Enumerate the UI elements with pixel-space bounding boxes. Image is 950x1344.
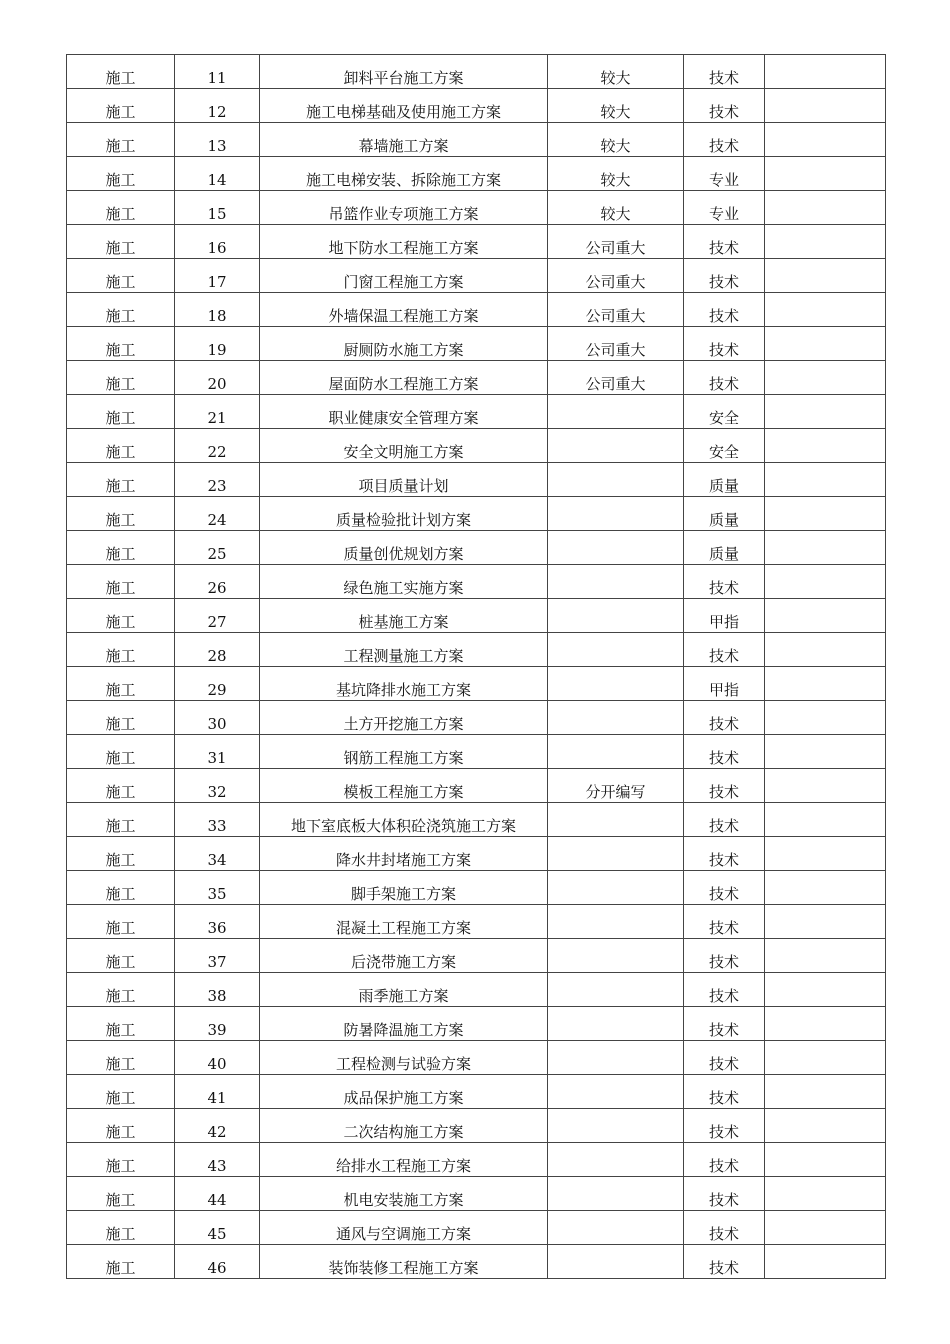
cell-plan-name: 降水井封堵施工方案 (260, 837, 548, 871)
table-row (67, 293, 886, 327)
cell-plan-name: 安全文明施工方案 (260, 429, 548, 463)
cell-number: 26 (175, 565, 260, 599)
cell-remark (765, 1177, 886, 1211)
cell-plan-name: 工程测量施工方案 (260, 633, 548, 667)
cell-stage: 施工 (67, 939, 175, 973)
table-row (67, 735, 886, 769)
cell-category: 技术 (684, 1007, 765, 1041)
cell-stage: 施工 (67, 871, 175, 905)
cell-number: 22 (175, 429, 260, 463)
cell-remark (765, 1007, 886, 1041)
cell-plan-name: 项目质量计划 (260, 463, 548, 497)
cell-stage: 施工 (67, 769, 175, 803)
cell-risk-level (548, 599, 684, 633)
cell-number: 23 (175, 463, 260, 497)
cell-remark (765, 633, 886, 667)
cell-remark (765, 123, 886, 157)
cell-number: 12 (175, 89, 260, 123)
cell-risk-level (548, 973, 684, 1007)
construction-plan-table (66, 54, 886, 1279)
cell-number: 34 (175, 837, 260, 871)
cell-risk-level (548, 905, 684, 939)
cell-risk-level: 公司重大 (548, 327, 684, 361)
table-row (67, 1109, 886, 1143)
cell-number: 42 (175, 1109, 260, 1143)
cell-risk-level (548, 633, 684, 667)
cell-remark (765, 259, 886, 293)
cell-category: 专业 (684, 157, 765, 191)
cell-number: 21 (175, 395, 260, 429)
table-row (67, 803, 886, 837)
cell-category: 技术 (684, 225, 765, 259)
table-row (67, 1041, 886, 1075)
cell-remark (765, 837, 886, 871)
cell-remark (765, 701, 886, 735)
cell-stage: 施工 (67, 1007, 175, 1041)
table-row (67, 599, 886, 633)
cell-plan-name: 给排水工程施工方案 (260, 1143, 548, 1177)
cell-stage: 施工 (67, 1143, 175, 1177)
cell-plan-name: 防暑降温施工方案 (260, 1007, 548, 1041)
cell-risk-level (548, 939, 684, 973)
cell-number: 36 (175, 905, 260, 939)
cell-risk-level (548, 1007, 684, 1041)
cell-plan-name: 卸料平台施工方案 (260, 55, 548, 89)
cell-remark (765, 871, 886, 905)
cell-category: 技术 (684, 259, 765, 293)
cell-risk-level (548, 735, 684, 769)
table-row (67, 633, 886, 667)
cell-stage: 施工 (67, 1041, 175, 1075)
cell-stage: 施工 (67, 1075, 175, 1109)
cell-risk-level (548, 1245, 684, 1279)
cell-category: 技术 (684, 89, 765, 123)
table-row (67, 191, 886, 225)
cell-plan-name: 成品保护施工方案 (260, 1075, 548, 1109)
table-row (67, 361, 886, 395)
cell-stage: 施工 (67, 701, 175, 735)
cell-category: 技术 (684, 633, 765, 667)
cell-category: 技术 (684, 361, 765, 395)
cell-number: 31 (175, 735, 260, 769)
cell-risk-level (548, 395, 684, 429)
cell-stage: 施工 (67, 429, 175, 463)
cell-risk-level: 公司重大 (548, 259, 684, 293)
cell-number: 17 (175, 259, 260, 293)
cell-category: 技术 (684, 1075, 765, 1109)
cell-number: 45 (175, 1211, 260, 1245)
cell-risk-level (548, 837, 684, 871)
cell-remark (765, 973, 886, 1007)
table-row (67, 123, 886, 157)
cell-category: 甲指 (684, 599, 765, 633)
cell-category: 技术 (684, 939, 765, 973)
cell-remark (765, 1041, 886, 1075)
cell-plan-name: 地下防水工程施工方案 (260, 225, 548, 259)
cell-remark (765, 361, 886, 395)
cell-remark (765, 803, 886, 837)
cell-remark (765, 395, 886, 429)
cell-stage: 施工 (67, 633, 175, 667)
cell-stage: 施工 (67, 803, 175, 837)
cell-stage: 施工 (67, 497, 175, 531)
cell-category: 技术 (684, 871, 765, 905)
cell-number: 33 (175, 803, 260, 837)
cell-number: 19 (175, 327, 260, 361)
table-row (67, 55, 886, 89)
cell-plan-name: 吊篮作业专项施工方案 (260, 191, 548, 225)
cell-category: 技术 (684, 905, 765, 939)
cell-category: 技术 (684, 735, 765, 769)
cell-number: 46 (175, 1245, 260, 1279)
table-row (67, 701, 886, 735)
cell-stage: 施工 (67, 191, 175, 225)
cell-stage: 施工 (67, 463, 175, 497)
cell-stage: 施工 (67, 361, 175, 395)
cell-category: 甲指 (684, 667, 765, 701)
cell-risk-level (548, 803, 684, 837)
cell-risk-level (548, 429, 684, 463)
cell-category: 技术 (684, 701, 765, 735)
cell-number: 30 (175, 701, 260, 735)
cell-remark (765, 55, 886, 89)
cell-plan-name: 施工电梯基础及使用施工方案 (260, 89, 548, 123)
cell-number: 16 (175, 225, 260, 259)
cell-number: 27 (175, 599, 260, 633)
cell-category: 专业 (684, 191, 765, 225)
cell-plan-name: 地下室底板大体积砼浇筑施工方案 (260, 803, 548, 837)
cell-stage: 施工 (67, 225, 175, 259)
cell-number: 28 (175, 633, 260, 667)
cell-category: 技术 (684, 565, 765, 599)
cell-plan-name: 雨季施工方案 (260, 973, 548, 1007)
cell-risk-level (548, 1211, 684, 1245)
cell-stage: 施工 (67, 1245, 175, 1279)
cell-plan-name: 职业健康安全管理方案 (260, 395, 548, 429)
cell-risk-level: 较大 (548, 157, 684, 191)
cell-risk-level (548, 531, 684, 565)
cell-plan-name: 基坑降排水施工方案 (260, 667, 548, 701)
cell-plan-name: 质量检验批计划方案 (260, 497, 548, 531)
cell-risk-level: 公司重大 (548, 225, 684, 259)
cell-risk-level (548, 667, 684, 701)
cell-stage: 施工 (67, 293, 175, 327)
cell-remark (765, 905, 886, 939)
cell-remark (765, 667, 886, 701)
cell-stage: 施工 (67, 735, 175, 769)
cell-remark (765, 497, 886, 531)
cell-remark (765, 157, 886, 191)
cell-number: 25 (175, 531, 260, 565)
cell-remark (765, 191, 886, 225)
table-row (67, 497, 886, 531)
table-row (67, 225, 886, 259)
cell-risk-level (548, 1041, 684, 1075)
cell-risk-level (548, 701, 684, 735)
table-row (67, 769, 886, 803)
cell-stage: 施工 (67, 565, 175, 599)
cell-remark (765, 565, 886, 599)
cell-remark (765, 1211, 886, 1245)
cell-plan-name: 模板工程施工方案 (260, 769, 548, 803)
cell-stage: 施工 (67, 973, 175, 1007)
cell-remark (765, 293, 886, 327)
cell-risk-level: 较大 (548, 55, 684, 89)
cell-number: 11 (175, 55, 260, 89)
cell-number: 32 (175, 769, 260, 803)
cell-category: 技术 (684, 803, 765, 837)
table-row (67, 1007, 886, 1041)
cell-stage: 施工 (67, 531, 175, 565)
cell-number: 39 (175, 1007, 260, 1041)
table-row (67, 837, 886, 871)
cell-stage: 施工 (67, 55, 175, 89)
cell-stage: 施工 (67, 157, 175, 191)
cell-category: 技术 (684, 1143, 765, 1177)
cell-risk-level (548, 1143, 684, 1177)
cell-remark (765, 1075, 886, 1109)
cell-plan-name: 施工电梯安装、拆除施工方案 (260, 157, 548, 191)
cell-plan-name: 混凝土工程施工方案 (260, 905, 548, 939)
table-row (67, 395, 886, 429)
cell-remark (765, 429, 886, 463)
cell-stage: 施工 (67, 1211, 175, 1245)
cell-stage: 施工 (67, 395, 175, 429)
table-row (67, 1177, 886, 1211)
cell-category: 技术 (684, 1041, 765, 1075)
cell-number: 38 (175, 973, 260, 1007)
cell-risk-level (548, 497, 684, 531)
cell-category: 技术 (684, 123, 765, 157)
cell-plan-name: 土方开挖施工方案 (260, 701, 548, 735)
cell-stage: 施工 (67, 89, 175, 123)
cell-remark (765, 531, 886, 565)
cell-stage: 施工 (67, 1109, 175, 1143)
cell-category: 质量 (684, 531, 765, 565)
cell-stage: 施工 (67, 1177, 175, 1211)
table-row (67, 871, 886, 905)
table-row (67, 1245, 886, 1279)
cell-remark (765, 769, 886, 803)
cell-category: 技术 (684, 1109, 765, 1143)
cell-plan-name: 通风与空调施工方案 (260, 1211, 548, 1245)
cell-plan-name: 机电安装施工方案 (260, 1177, 548, 1211)
table-row (67, 1143, 886, 1177)
cell-stage: 施工 (67, 837, 175, 871)
table-row (67, 565, 886, 599)
cell-remark (765, 939, 886, 973)
cell-category: 技术 (684, 55, 765, 89)
cell-number: 13 (175, 123, 260, 157)
table-row (67, 89, 886, 123)
cell-risk-level (548, 1109, 684, 1143)
cell-number: 44 (175, 1177, 260, 1211)
cell-risk-level (548, 1075, 684, 1109)
cell-number: 37 (175, 939, 260, 973)
cell-remark (765, 89, 886, 123)
cell-stage: 施工 (67, 123, 175, 157)
cell-number: 20 (175, 361, 260, 395)
cell-plan-name: 装饰装修工程施工方案 (260, 1245, 548, 1279)
cell-number: 24 (175, 497, 260, 531)
cell-category: 技术 (684, 293, 765, 327)
table-row (67, 905, 886, 939)
cell-risk-level: 公司重大 (548, 293, 684, 327)
cell-category: 技术 (684, 1211, 765, 1245)
cell-risk-level (548, 463, 684, 497)
cell-number: 15 (175, 191, 260, 225)
table-row (67, 157, 886, 191)
cell-stage: 施工 (67, 667, 175, 701)
cell-plan-name: 外墙保温工程施工方案 (260, 293, 548, 327)
cell-number: 41 (175, 1075, 260, 1109)
cell-stage: 施工 (67, 259, 175, 293)
cell-stage: 施工 (67, 327, 175, 361)
cell-plan-name: 脚手架施工方案 (260, 871, 548, 905)
table-row (67, 463, 886, 497)
cell-plan-name: 幕墙施工方案 (260, 123, 548, 157)
cell-remark (765, 327, 886, 361)
table-row (67, 327, 886, 361)
cell-plan-name: 钢筋工程施工方案 (260, 735, 548, 769)
cell-risk-level (548, 1177, 684, 1211)
table-row (67, 939, 886, 973)
cell-remark (765, 463, 886, 497)
cell-plan-name: 厨厕防水施工方案 (260, 327, 548, 361)
cell-remark (765, 599, 886, 633)
cell-stage: 施工 (67, 905, 175, 939)
cell-plan-name: 质量创优规划方案 (260, 531, 548, 565)
cell-plan-name: 门窗工程施工方案 (260, 259, 548, 293)
cell-category: 技术 (684, 769, 765, 803)
cell-plan-name: 桩基施工方案 (260, 599, 548, 633)
cell-risk-level: 公司重大 (548, 361, 684, 395)
table-row (67, 531, 886, 565)
cell-category: 技术 (684, 973, 765, 1007)
cell-plan-name: 工程检测与试验方案 (260, 1041, 548, 1075)
cell-risk-level: 较大 (548, 123, 684, 157)
cell-category: 质量 (684, 497, 765, 531)
cell-risk-level: 较大 (548, 191, 684, 225)
cell-category: 质量 (684, 463, 765, 497)
cell-remark (765, 735, 886, 769)
cell-stage: 施工 (67, 599, 175, 633)
cell-category: 技术 (684, 327, 765, 361)
plan-table-body (67, 55, 886, 1279)
cell-plan-name: 后浇带施工方案 (260, 939, 548, 973)
table-row (67, 1075, 886, 1109)
table-row (67, 259, 886, 293)
cell-number: 35 (175, 871, 260, 905)
cell-category: 技术 (684, 1177, 765, 1211)
cell-risk-level (548, 565, 684, 599)
table-row (67, 973, 886, 1007)
cell-category: 技术 (684, 1245, 765, 1279)
cell-remark (765, 1143, 886, 1177)
cell-category: 技术 (684, 837, 765, 871)
cell-risk-level (548, 871, 684, 905)
cell-remark (765, 1245, 886, 1279)
cell-plan-name: 二次结构施工方案 (260, 1109, 548, 1143)
cell-risk-level: 分开编写 (548, 769, 684, 803)
cell-number: 18 (175, 293, 260, 327)
cell-category: 安全 (684, 395, 765, 429)
cell-category: 安全 (684, 429, 765, 463)
cell-number: 40 (175, 1041, 260, 1075)
cell-remark (765, 1109, 886, 1143)
cell-number: 43 (175, 1143, 260, 1177)
cell-number: 14 (175, 157, 260, 191)
cell-risk-level: 较大 (548, 89, 684, 123)
table-row (67, 1211, 886, 1245)
cell-number: 29 (175, 667, 260, 701)
table-row (67, 667, 886, 701)
cell-plan-name: 绿色施工实施方案 (260, 565, 548, 599)
cell-plan-name: 屋面防水工程施工方案 (260, 361, 548, 395)
table-row (67, 429, 886, 463)
cell-remark (765, 225, 886, 259)
